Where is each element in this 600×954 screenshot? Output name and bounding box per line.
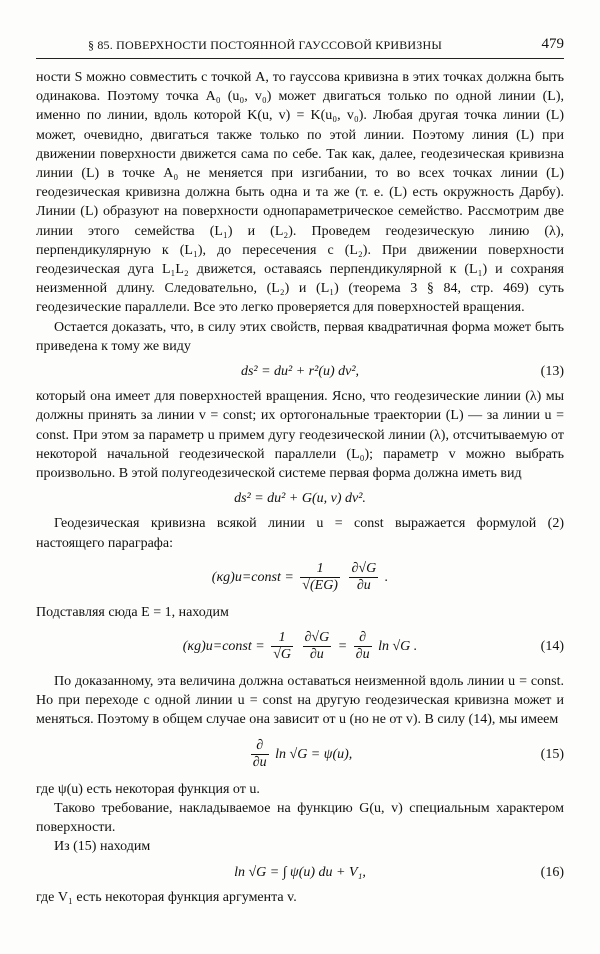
paragraph-5: Подставляя сюда E = 1, находим — [36, 604, 229, 620]
paragraph-7: где ψ(u) есть некоторая функция от u. — [36, 781, 260, 797]
eq14-frac-1 — [271, 630, 293, 663]
eq-kg-lhs: (κg)u=const = — [211, 569, 294, 585]
eq-kg-frac-2 — [349, 561, 378, 594]
eq14-equals: = — [337, 639, 348, 655]
eq14-lhs: (κg)u=const = — [182, 639, 265, 655]
equation-16-body: ln √G = ∫ ψ(u) du + V₁, — [234, 864, 366, 880]
equation-16-number: (16) — [540, 864, 564, 880]
eq14-frac-2-den: ∂u — [309, 647, 324, 663]
equation-13-body: ds² = du² + r²(u) dv², — [240, 364, 360, 380]
equation-16 — [36, 863, 564, 882]
paragraph-1: ности S можно совместить с точкой A, то гауссова кривизна в этих точках должна быть одинакова. Поэтому точка A₀ (u₀, v₀) может двигаться только по одной линии (L), именно по линии, вдоль которой K(u, v) = K(u₀, v₀). Любая другая точка линии (L) может, очевидно, двигаться также только по этой линии. Поэтому линия (L) при движении поверхности движется сама по себе. Так как, далее, геодезическая кривизна линии (L) в точке A₀ не меняется при изгибании, то во всех точках линии (L) геодезическая кривизна должна быть одна и та же (т. е. (L) есть окружность Дарбу). Линии (L) образуют на поверхности однопараметрическое семейство. Рассмотрим две линии этого семейства (L₁) и (L₂). Проведем геодезическую линию (λ), перпендикулярную к (L₁), до пересечения с (L₂). При движении поверхности геодезическая дуга L₁L₂ движется, оставаясь перпендикулярной к (L₁) и сохраняя неизменной длину. Следовательно, (L₂) и (L₁) (теорема 3 § 84, стр. 469) суть геодезические параллели. Все это легко проверяется для поверхностей вращения. — [36, 70, 564, 316]
paragraph-9: Из (15) находим — [54, 839, 151, 855]
equation-14-number: (14) — [540, 639, 564, 655]
eq-kg-frac-2-den: ∂u — [356, 578, 371, 594]
eq14-frac-3 — [354, 630, 372, 663]
eq15-tail: ln √G = ψ(u), — [275, 746, 353, 762]
equation-semigeodesic — [36, 489, 564, 508]
equation-13 — [36, 362, 564, 381]
page-number: 479 — [541, 36, 564, 52]
equation-15 — [36, 736, 564, 774]
eq14-frac-3-den: ∂u — [355, 647, 370, 663]
paragraph-2: Остается доказать, что, в силу этих свойств, первая квадратичная форма может быть приведена к тому же виду — [36, 319, 564, 354]
eq14-frac-2 — [303, 630, 332, 663]
equation-geodesic-curvature — [36, 559, 564, 597]
page-body — [36, 68, 564, 907]
eq14-tail: ln √G . — [378, 639, 418, 655]
eq-kg-end: . — [384, 569, 389, 585]
equation-14 — [36, 628, 564, 666]
eq14-frac-3-num: ∂ — [354, 630, 372, 647]
equation-semigeodesic-body: ds² = du² + G(u, v) dv². — [234, 491, 366, 507]
eq15-frac-num: ∂ — [251, 738, 269, 755]
eq14-frac-1-num: 1 — [271, 630, 293, 647]
eq-kg-frac-2-num: ∂√G — [351, 561, 377, 577]
eq15-frac — [251, 738, 269, 771]
running-head: § 85. ПОВЕРХНОСТИ ПОСТОЯННОЙ ГАУССОВОЙ КРИВИЗНЫ — [87, 38, 443, 52]
paragraph-3: который она имеет для поверхностей вращения. Ясно, что геодезические линии (λ) мы должны принять за линии v = const; их ортогональные траектории (L) — за линии u = const. При этом за параметр u примем дугу геодезической линии (λ), отсчитываемую от некоторой начальной геодезической параллели (L₀); параметр v можно выбрать произвольно. В этой полугеодезической системе первая форма должна иметь вид — [36, 389, 564, 482]
paragraph-4: Геодезическая кривизна всякой линии u = const выражается формулой (2) настоящего параграфа: — [36, 516, 564, 551]
eq-kg-frac-1 — [300, 561, 340, 594]
paragraph-6: По доказанному, эта величина должна оставаться неизменной вдоль линии u = const. Но при переходе с одной линии u = const на другую геодезическая кривизна может и меняться. Поэтому в общем случае она зависит от u (но не от v). В силу (14), мы имеем — [36, 674, 564, 728]
eq14-frac-2-num: ∂√G — [304, 630, 330, 646]
eq-kg-frac-1-num: 1 — [300, 561, 340, 578]
equation-13-number: (13) — [540, 364, 564, 380]
page-header — [36, 36, 564, 59]
equation-15-number: (15) — [540, 746, 564, 762]
eq15-frac-den: ∂u — [252, 754, 267, 770]
paragraph-8: Таково требование, накладываемое на функцию G(u, v) специальным характером поверхности. — [36, 800, 564, 836]
eq14-frac-1-den: √G — [273, 647, 291, 663]
paragraph-10: где V₁ есть некоторая функция аргумента v. — [36, 889, 297, 905]
eq-kg-frac-1-den: √(EG) — [302, 578, 338, 594]
